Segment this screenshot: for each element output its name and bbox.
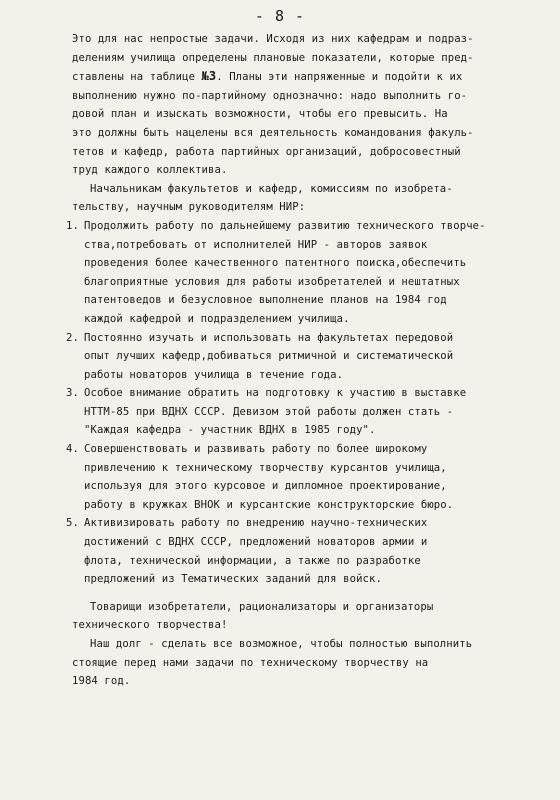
text-line: патентоведов и безусловное выполнение планов на 1984 год	[84, 294, 447, 307]
text-line: Совершенствовать и развивать работу по более широкому	[84, 443, 428, 456]
list-item	[66, 514, 512, 588]
text-line: Особое внимание обратить на подготовку к участию в выставке	[84, 387, 467, 400]
text-line: Постоянно изучать и использовать на факультетах передовой	[84, 331, 454, 344]
text-line: выполнению нужно по-партийному однозначно: надо выполнить го-	[72, 89, 468, 102]
document-body	[66, 30, 512, 691]
text-line: ства,потребовать от исполнителей НИР - авторов заявок	[84, 238, 428, 251]
text-fragment: . Планы эти напряженные и подойти к их	[216, 71, 463, 84]
text-line: делениям училища определены плановые показатели, которые пред-	[72, 51, 474, 64]
text-line: работы новаторов училища в течение года.	[84, 368, 344, 381]
list-number: 3.	[66, 387, 79, 400]
list-item	[66, 329, 512, 385]
text-line: опыт лучших кафедр,добиваться ритмичной и систематической	[84, 350, 454, 363]
list-number: 5.	[66, 517, 79, 530]
spacer	[72, 589, 512, 598]
text-line: НТТМ-85 при ВДНХ СССР. Девизом этой работы должен стать -	[84, 405, 454, 418]
text-line: "Каждая кафедра - участник ВДНХ в 1985 году".	[84, 424, 376, 437]
text-line: труд каждого коллектива.	[72, 164, 228, 177]
page-number: - 8 -	[254, 7, 306, 25]
text-line: тельству, научным руководителям НИР:	[72, 201, 306, 214]
directives-list	[66, 217, 512, 589]
text-line: Товарищи изобретатели, рационализаторы и организаторы	[90, 600, 434, 613]
text-line: стоящие перед нами задачи по техническому творчеству на	[72, 656, 429, 669]
text-line: Активизировать работу по внедрению научно-технических	[84, 517, 428, 530]
text-line: флота, технической информации, а также по разработке	[84, 554, 421, 567]
text-line: технического творчества!	[72, 619, 228, 632]
text-line: тетов и кафедр, работа партийных организаций, добросовестный	[72, 145, 461, 158]
list-number: 2.	[66, 331, 79, 344]
text-line: довой план и изыскать возможности, чтобы его превысить. На	[72, 108, 448, 121]
text-line: достижений с ВДНХ СССР, предложений новаторов армии и	[84, 536, 428, 549]
text-line: 1984 год.	[72, 675, 131, 688]
text-line: благоприятные условия для работы изобретателей и нештатных	[84, 275, 460, 288]
list-item	[66, 217, 512, 329]
paragraph-tasks	[72, 30, 512, 180]
text-fragment: ставлены на таблице	[72, 71, 196, 84]
table-reference: №3	[201, 69, 217, 84]
text-line	[72, 67, 512, 87]
list-item	[66, 384, 512, 440]
text-line: привлечению к техническому творчеству курсантов училища,	[84, 461, 447, 474]
paragraph-duty	[72, 635, 512, 691]
text-line: каждой кафедрой и подразделением училища.	[84, 312, 350, 325]
paragraph-addressees	[72, 180, 512, 217]
text-line: Наш долг - сделать все возможное, чтобы полностью выполнить	[90, 638, 473, 650]
paragraph-appeal	[72, 598, 512, 635]
list-item	[66, 440, 512, 514]
text-line: используя для этого курсовое и дипломное проектирование,	[84, 480, 447, 493]
text-line: работу в кружках ВНОК и курсантские конструкторские бюро.	[84, 498, 454, 511]
text-line: Продолжить работу по дальнейшему развитию технического творче-	[84, 219, 486, 232]
text-line: Начальникам факультетов и кафедр, комиссиям по изобрета-	[90, 182, 453, 195]
list-number: 4.	[66, 443, 79, 456]
text-line: предложений из Тематических заданий для войск.	[84, 573, 382, 586]
text-line: проведения более качественного патентного поиска,обеспечить	[84, 257, 467, 270]
text-line: это должны быть нацелены вся деятельность командования факуль-	[72, 126, 474, 139]
list-number: 1.	[66, 219, 79, 232]
text-line: Это для нас непростые задачи. Исходя из них кафедрам и подраз-	[72, 33, 474, 45]
